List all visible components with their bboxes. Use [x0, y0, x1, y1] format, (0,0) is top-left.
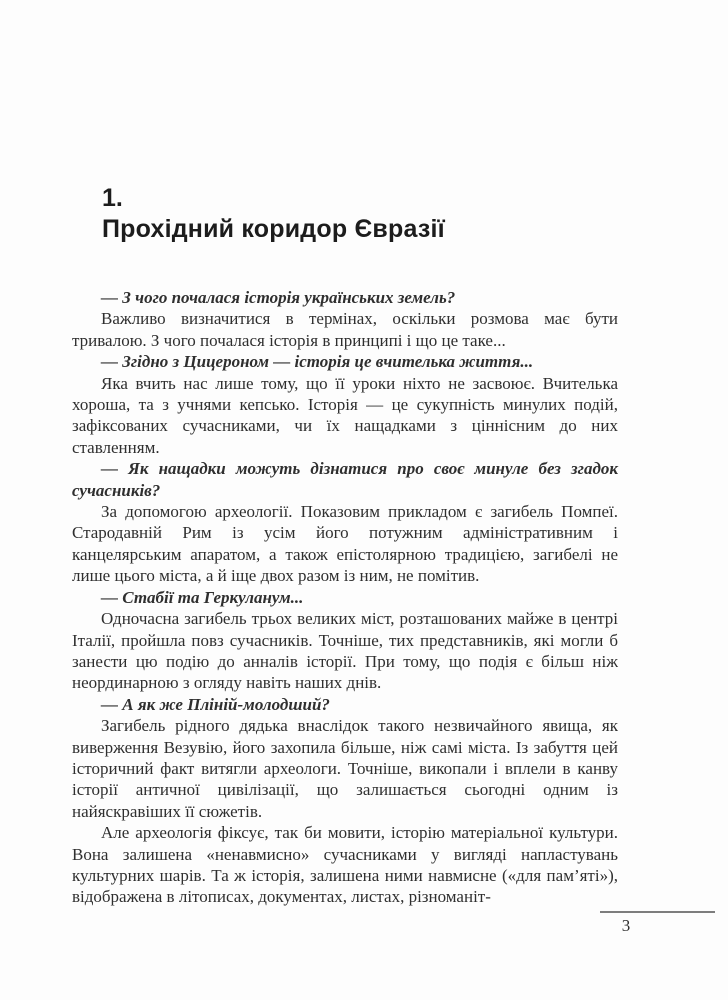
- dialogue-question: — А як же Пліній-молодший?: [101, 694, 330, 714]
- dialogue-answer: Одночасна загибель трьох великих міст, розташованих майже в центрі Італії, пройшла повз сучасників. Точніше, тих представників, які могли б занести цю подію до анналів історії. При тому, що подія є більш ніж неординарною з огляду навіть наших днів.: [72, 609, 618, 693]
- body-text: [72, 287, 618, 908]
- dialogue-answer: Яка вчить нас лише тому, що її уроки ніхто не засвоює. Вчителька хороша, та з учнями кепсько. Історія — це сукупність минулих подій, зафіксованих сучасниками, чи їх нащадками з ціннісним до них ставленням.: [72, 373, 618, 457]
- chapter-title: Прохідний коридор Євразії: [102, 215, 445, 243]
- dialogue-answer: За допомогою археології. Показовим прикладом є загибель Помпеї. Стародавній Рим із усім його потужним адміністративним і канцелярським апаратом, а також епістолярною традицією, загибелі не лише цього міста, а й іще двох разом із ним, не помітив.: [72, 502, 618, 586]
- page-number: 3: [621, 916, 631, 935]
- page-content: [72, 183, 618, 908]
- chapter-heading: [102, 183, 618, 245]
- dialogue-question: — З чого почалася історія українських земель?: [101, 288, 456, 307]
- dialogue-question: — Як нащадки можуть дізнатися про своє минуле без згадок сучасників?: [72, 459, 618, 500]
- dialogue-question: — Згідно з Цицероном — історія це вчителька життя...: [101, 352, 534, 372]
- chapter-number: 1.: [102, 184, 123, 212]
- dialogue-question: — Стабії та Геркуланум...: [101, 587, 304, 607]
- dialogue-answer: Але археологія фіксує, так би мовити, історію матеріальної культури. Вона залишена «ненавмисно» сучасниками у вигляді напластувань культурних шарів. Та ж історія, залишена ними навмисне («для пам’яті»), відображена в літописах, документах, листах, різноманіт-: [72, 823, 618, 907]
- dialogue-answer: Загибель рідного дядька внаслідок такого незвичайного явища, як виверження Везувію, його захопила більше, ніж самі міста. Із забуття цей історичний факт витягли археологи. Точніше, викопали і вплели в канву історії античної цивілізації, що залишається сьогодні одним із найяскравіших її сюжетів.: [72, 716, 618, 821]
- dialogue-answer: Важливо визначитися в термінах, оскільки розмова має бути тривалою. З чого почалася історія в принципі і що це таке...: [72, 309, 618, 350]
- footer-rule: [600, 911, 715, 913]
